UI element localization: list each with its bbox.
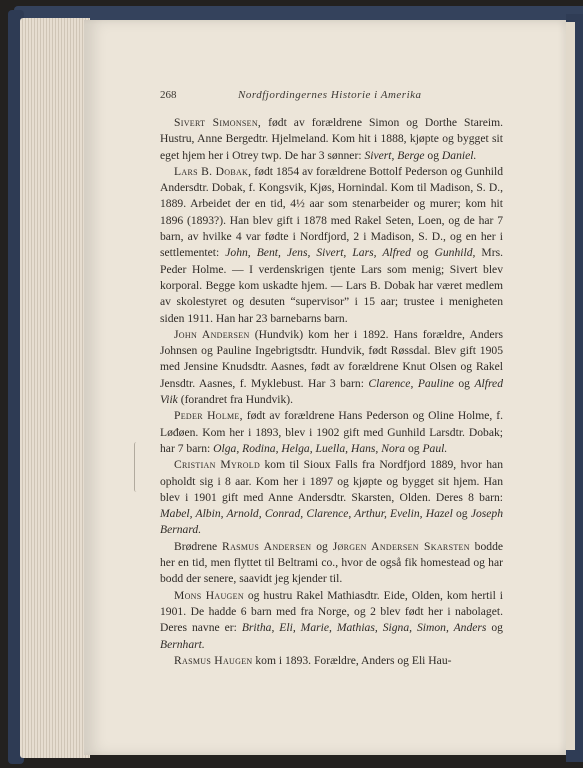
person-name: Rasmus Andersen: [222, 539, 312, 553]
page-number: 268: [160, 89, 177, 101]
next-page-edge: [566, 22, 575, 750]
paragraph: Sivert Simonsen, født av forældrene Simon og Dorthe Stareim. Hustru, Anne Bergedtr. Hjelmeland. Kom hit i 1888, kjøpte og bygget sit eget hjem her i Otrey twp. De har 3 sønner: Sivert, Berge og Daniel.: [160, 116, 504, 162]
paragraph: Cristian Myrold kom til Sioux Falls fra Nordfjord 1889, hvor han opholdt sig i 8 aar. Kom her i 1897 og kjøpte og bygget sit hjem. Han blev i 1901 gift med Anne Andersdtr. Skarsten, Olden. Deres 8 barn: Mabel, Albin, Arnold, Conrad, Clarence, Arthur, Evelin, Hazel og Joseph Bernard.: [160, 458, 504, 537]
page-edges: [20, 18, 90, 758]
person-name: Jørgen Andersen Skarsten: [332, 539, 470, 553]
person-name: John Andersen: [174, 327, 250, 341]
paragraph: Rasmus Haugen kom i 1893. Forældre, Anders og Eli Hau-: [174, 653, 452, 667]
person-name: Lars B. Dobak,: [174, 164, 252, 178]
person-name: Cristian Myrold: [174, 458, 261, 472]
person-name: Mons Haugen: [174, 588, 244, 602]
paragraph: John Andersen (Hundvik) kom her i 1892. Hans forældre, Anders Johnsen og Pauline Ingebrigtsdtr. Hundvik, født Røssdal. Blev gift 1905 med Jensine Knudsdtr. Aasnes, født av forældrene Knut Olsen og Rakel Jensdtr. Aasnes, f. Myklebust. Har 3 barn: Clarence, Pauline og Alfred Viik (forandret fra Hundvik).: [160, 327, 503, 407]
pencil-mark: [134, 442, 139, 492]
running-title: Nordfjordingernes Historie i Amerika: [238, 89, 422, 101]
paragraph: Peder Holme, født av forældrene Hans Pederson og Oline Holme, f. Løđøen. Kom her i 1893, blev i 1902 gift med Gunhild Larsdtr. Dobak; har 7 barn: Olga, Rodina, Helga, Luella, Hans, Nora og Paul.: [160, 409, 503, 455]
paragraph: Brødrene Rasmus Andersen og Jørgen Andersen Skarsten bodde her en tid, men flyttet til Beltrami co., hvor de også fik homestead og har bodd der senere, saavidt jeg kjender til.: [160, 539, 504, 586]
person-name: Rasmus Haugen: [174, 653, 253, 667]
person-name: Sivert Simonsen,: [174, 116, 262, 129]
paragraph: Lars B. Dobak, født 1854 av forældrene Bottolf Pederson og Gunhild Andersdtr. Dobak, f. Kongsvik, Kjøs, Hornindal. Kom til Madison, S. D., 1889. Arbeidet der en tid, 4½ aar som stenarbeider og murer; kom hit 1896 (1893?). Han blev gift i 1878 med Rakel Seten, Loen, og de har 7 barn, av hvilke 4 var fødte i Nordfjord, 2 i Madison, S. D., og en her i settlementet: John, Bent, Jens, Sivert, Lars, Alfred og Gunhild, Mrs. Peder Holme. — I verdenskrigen tjente Lars som menig; Sivert blev korporal. Begge kom uskadte hjem. — Lars B. Dobak har været medlem av skolestyret og desuten “supervisor” i 15 aar; trustee i menigheten siden 1911. Han har 23 barnebarns barn.: [160, 164, 504, 325]
paragraph: Mons Haugen og hustru Rakel Mathiasdtr. Eide, Olden, kom hertil i 1901. De hadde 6 barn med fra Norge, og 2 blev født her i nabolaget. Deres navne er: Britha, Eli, Marie, Mathias, Signa, Simon, Anders og Bernhart.: [160, 588, 503, 651]
person-name: Peder Holme,: [174, 409, 243, 423]
body-text: [160, 115, 503, 669]
